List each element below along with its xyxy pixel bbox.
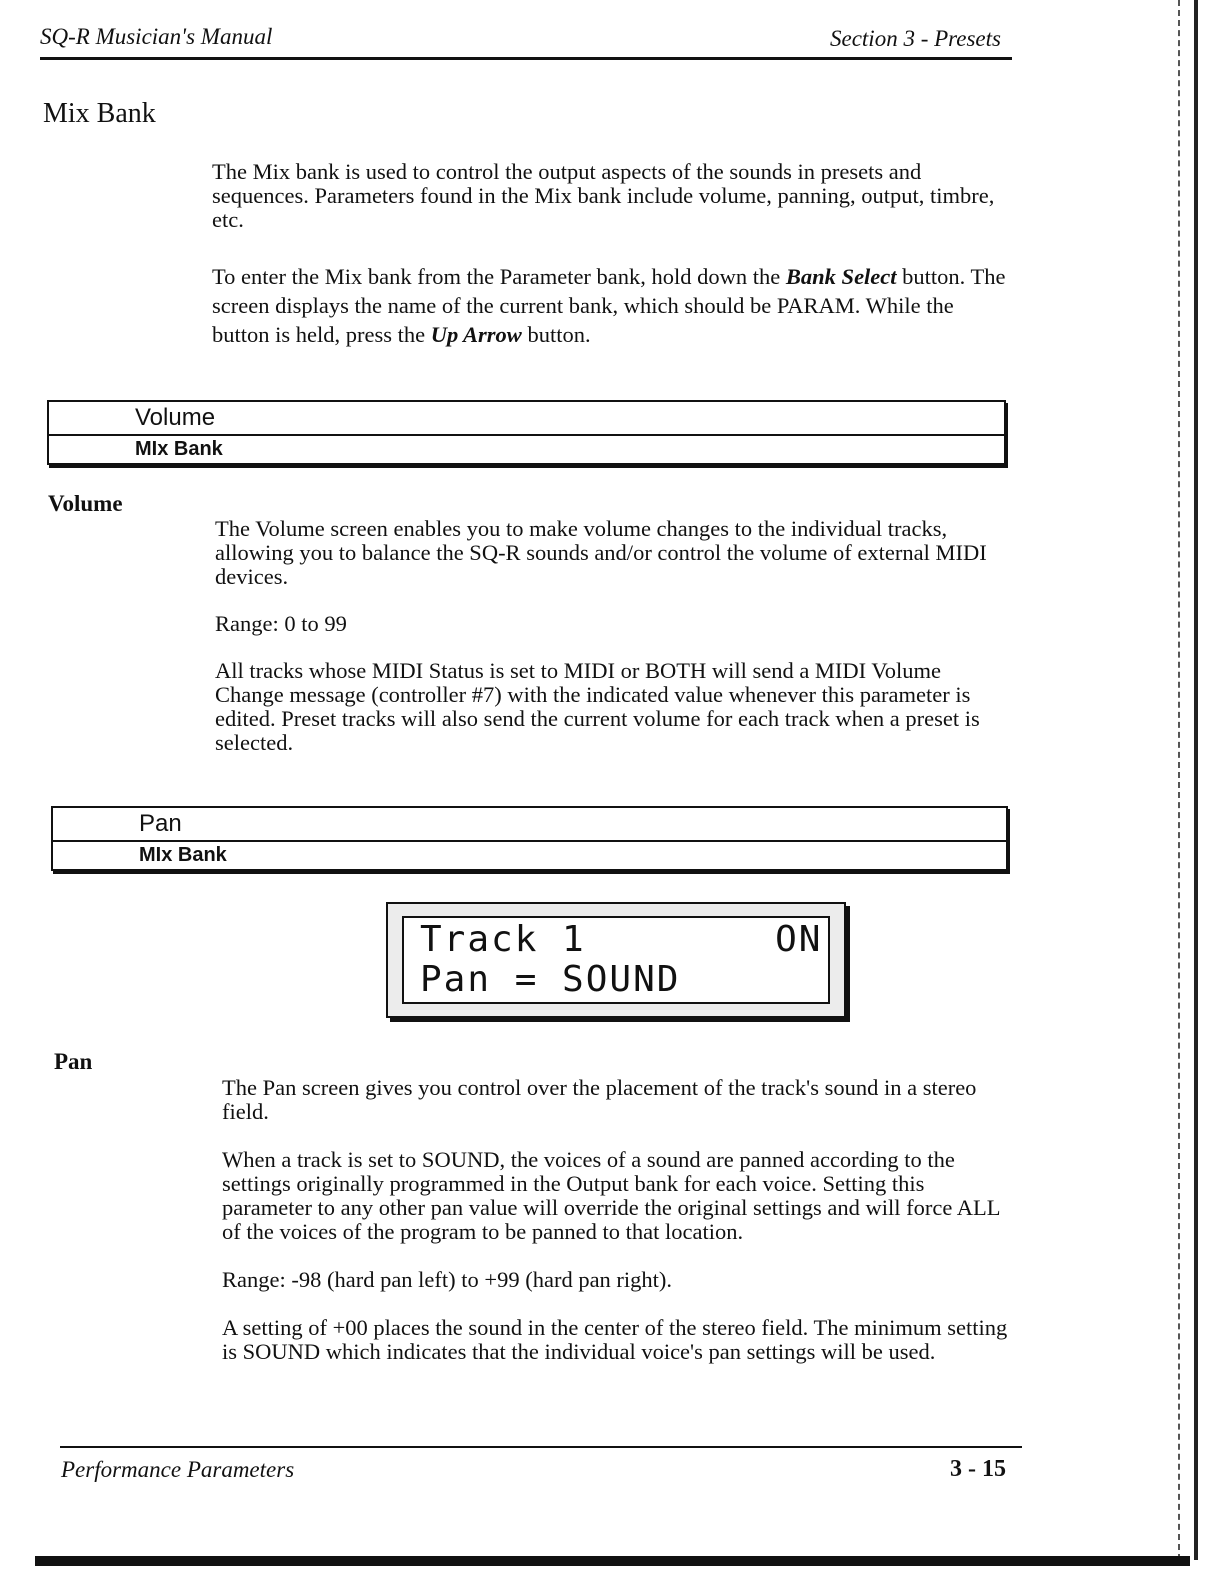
header-manual-title: SQ-R Musician's Manual <box>40 24 273 49</box>
volume-body <box>215 517 1015 755</box>
volume-parameter-box <box>47 400 1006 465</box>
mix-bank-title: Mix Bank <box>43 98 156 129</box>
volume-para-1: The Volume screen enables you to make volume changes to the individual tracks, allowing you to balance the SQ-R sounds and/or control the volume of external MIDI devices. <box>215 516 987 589</box>
pan-body <box>222 1076 1017 1364</box>
pan-range: Range: -98 (hard pan left) to +99 (hard pan right). <box>222 1267 673 1292</box>
pan-box-title: Pan <box>53 808 1006 842</box>
mix-bank-para-1: The Mix bank is used to control the output aspects of the sounds in presets and sequences. Parameters found in the Mix bank include volume, panning, output, timbre, etc. <box>212 159 995 232</box>
bottom-edge-shadow <box>35 1556 1190 1566</box>
footer-rule <box>60 1446 1022 1448</box>
pan-heading: Pan <box>54 1049 93 1074</box>
header-section-title: Section 3 - Presets <box>830 26 1001 51</box>
mix-bank-intro <box>212 160 1012 349</box>
page-edge-shadow <box>1194 0 1198 1560</box>
pan-para-2: When a track is set to SOUND, the voices of a sound are panned according to the settings originally programmed in the Output bank for each voice. Setting this parameter to any other pan value will override the original settings and will force ALL of the voices of the program to be panned to that location. <box>222 1147 1000 1244</box>
binding-edge-line <box>1178 0 1180 1560</box>
pan-para-1: The Pan screen gives you control over the placement of the track's sound in a stereo field. <box>222 1075 977 1124</box>
volume-heading: Volume <box>48 491 123 516</box>
lcd-line-2: Pan = SOUND <box>420 959 681 1000</box>
page-number: 3 - 15 <box>950 1456 1006 1482</box>
volume-para-2: All tracks whose MIDI Status is set to MIDI or BOTH will send a MIDI Volume Change message (controller #7) with the indicated value whenever this parameter is edited. Preset tracks will also send the current volume for each track when a preset is selected. <box>215 658 980 755</box>
mix-bank-para-2 <box>212 262 1012 349</box>
volume-range: Range: 0 to 99 <box>215 611 347 636</box>
para2-text-a: To enter the Mix bank from the Parameter bank, hold down the <box>212 264 786 289</box>
lcd-line-1: Track 1 ON <box>420 919 823 960</box>
header-rule <box>40 57 1012 60</box>
para2-text-c: button. The screen displays the name of the current bank, which should be PARAM. While the button is held, press the <box>212 264 1006 347</box>
volume-box-subtitle: MIx Bank <box>135 438 223 460</box>
up-arrow-button-name: Up Arrow <box>430 322 522 347</box>
lcd-screen <box>402 916 830 1004</box>
footer-chapter-title: Performance Parameters <box>61 1457 295 1482</box>
pan-box-subtitle: MIx Bank <box>139 844 227 866</box>
lcd-display <box>386 902 846 1018</box>
pan-para-3: A setting of +00 places the sound in the center of the stereo field. The minimum setting is SOUND which indicates that the individual voice's pan settings will be used. <box>222 1315 1008 1364</box>
para2-text-e: button. <box>521 322 591 347</box>
pan-parameter-box <box>51 806 1008 871</box>
volume-box-title: Volume <box>49 402 1004 436</box>
bank-select-button-name: Bank Select <box>785 264 897 289</box>
